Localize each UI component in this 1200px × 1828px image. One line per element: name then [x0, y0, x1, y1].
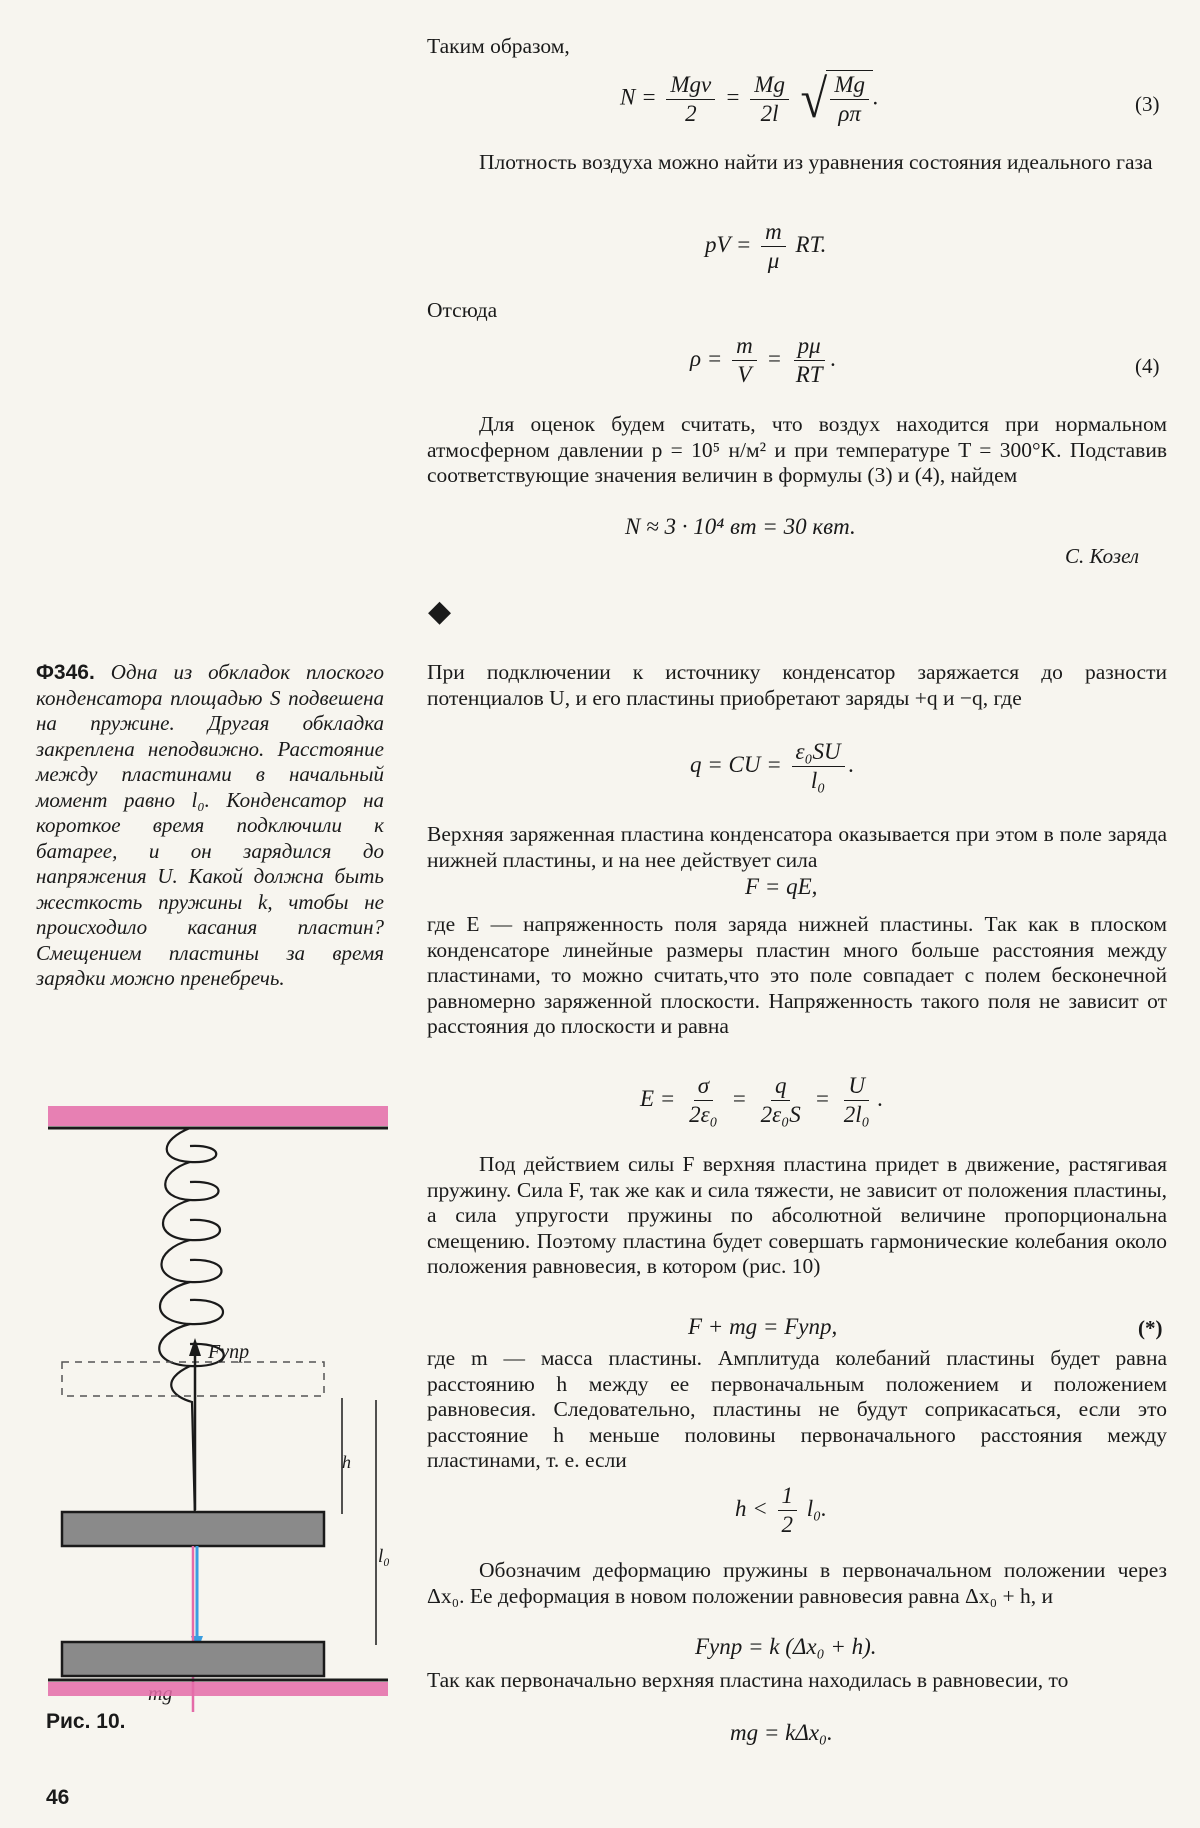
task-text: Одна из обкладок плоского конденсатора площадью S подвешена на пружине. Другая обкладка закреплена неподвижно. Расстояние между пластинами в начальный момент равно l₀. Конденсатор на короткое время подключили к батарее, и он зарядился до напряжения U. Какой должна быть жесткость пружины k, чтобы не происходило касания пластин? Смещением пластины за время зарядки можно пренебречь.	[36, 660, 384, 990]
section-diamond: ◆	[428, 595, 452, 628]
paragraph-mass: где m — масса пластины. Амплитуда колебаний пластины будет равна расстоянию h между ее первоначальным положением и положением равновесия. Следовательно, пластины не будут соприкасаться, если это расстояние h меньше половины первоначального расстояния между пластинами, т. е. если	[427, 1346, 1167, 1472]
paragraph-field: где E — напряженность поля заряда нижней пластины. Так как в плоском конденсаторе линейные размеры пластин много больше расстояния между пластинами, то можно считать,что это поле совпадает с полем бесконечной равномерно заряженной плоскости. Напряженность такого поля не зависит от расстояния до плоскости и равна	[427, 912, 1167, 1038]
equation-result: N ≈ 3 · 10⁴ вт = 30 квт.	[625, 514, 856, 539]
equation-h: h < $\frac{1}{2}$ l₀.	[735, 1483, 827, 1537]
paragraph-force: Под действием силы F верхняя пластина придет в движение, растягивая пружину. Сила F, так же как и сила тяжести, не зависит от положения пластины, а сила упругости пружины по абсолютной величине пропорциональна смещению. Поэтому пластина будет совершать гармонические колебания около положения равновесия, в котором (рис. 10)	[427, 1152, 1167, 1278]
equation-star: F + mg = Fупр,	[688, 1314, 838, 1339]
equation-Fupr: Fупр = k (Δx₀ + h).	[695, 1634, 877, 1659]
equation-mg: mg = kΔx₀.	[730, 1720, 833, 1745]
equation-number-star: (*)	[1138, 1316, 1163, 1340]
lower-plate	[62, 1642, 324, 1676]
paragraph-upper-plate: Верхняя заряженная пластина конденсатора оказывается при этом в поле заряда нижней пластины, и на нее действует сила	[427, 822, 1167, 872]
spring	[159, 1128, 224, 1520]
label-l0: l₀	[378, 1546, 390, 1567]
equation-q: q = CU = $\frac{\text{ε₀SU}}{\text{l₀}}$ .	[690, 739, 855, 793]
task-f346	[36, 660, 384, 992]
figure-10-base	[40, 1618, 400, 1698]
figure-caption: Рис. 10.	[46, 1710, 126, 1733]
fupr-arrowhead	[189, 1338, 201, 1356]
equation-gas: pV = $\frac{m}{\mu}$ RT.	[705, 219, 827, 273]
ceiling-hatch	[48, 1106, 388, 1126]
task-label: Ф346.	[36, 661, 95, 684]
equation-3: N = $\frac{\text{Mgv}}{2}$ = $\frac{Mg}{2l}$ √ $\frac{Mg}{\rho\pi}$ .	[620, 69, 879, 129]
paragraph-deformation: Обозначим деформацию пружины в первоначальном положении через Δx₀. Ее деформация в новом положении равновесия равна Δx₀ + h, и	[427, 1558, 1167, 1608]
paragraph-estimate: Для оценок будем считать, что воздух находится при нормальном атмосферном давлении p = 10⁵ н/м² и при температуре T = 300°K. Подставив соответствующие значения величин в формулы (3) и (4), найдем	[427, 412, 1167, 487]
page-number: 46	[46, 1786, 70, 1809]
upper-plate	[62, 1512, 324, 1546]
equation-number-4: (4)	[1135, 354, 1160, 378]
label-fupr: Fупр	[208, 1341, 250, 1363]
label-h: h	[342, 1452, 351, 1472]
equation-E: E = $\frac{\sigma}{\text{2ε₀}}$ = $\frac{q}{\text{2ε₀S}}$ = $\frac{U}{\text{2l₀}}$ .	[640, 1073, 884, 1127]
equation-F: F = qE,	[745, 874, 818, 899]
otsyuda-text: Отсюда	[427, 298, 498, 322]
intro-text: Таким образом,	[427, 34, 570, 58]
equation-number-3: (3)	[1135, 92, 1160, 116]
paragraph-density: Плотность воздуха можно найти из уравнения состояния идеального газа	[479, 150, 1153, 174]
paragraph-charge: При подключении к источнику конденсатор заряжается до разности потенциалов U, и его пластины приобретают заряды +q и −q, где	[427, 660, 1167, 710]
paragraph-initial: Так как первоначально верхняя пластина находилась в равновесии, то	[427, 1668, 1069, 1692]
equation-4: ρ = $\frac{m}{V}$ = $\frac{p\mu}{RT}$ .	[690, 333, 837, 387]
author-signature: С. Козел	[1065, 544, 1140, 568]
floor-hatch	[48, 1682, 388, 1696]
